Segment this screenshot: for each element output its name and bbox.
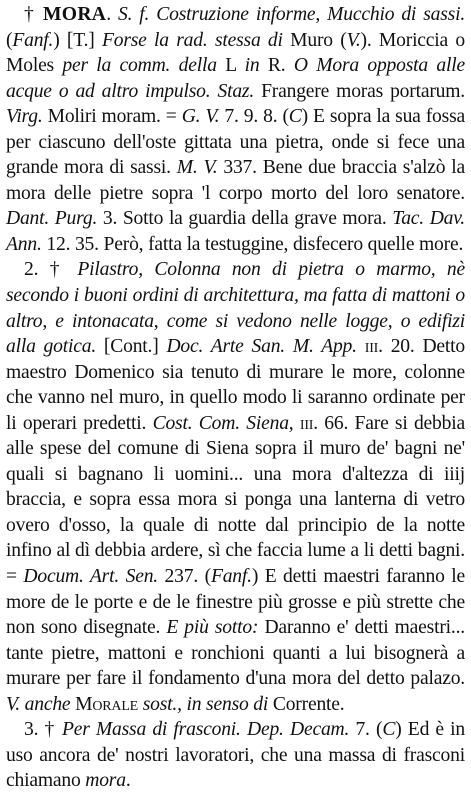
grammar-and-definition: S. f. Costruzione informe: [117, 4, 316, 25]
source-citation: C: [382, 719, 396, 741]
quotation-text: 337. Bene due braccia s'alzò la mora delle pietre sopra 'l corpo morto del loro senatore.: [6, 157, 466, 204]
source-citation: Doc. Arte San. M. App.: [166, 336, 357, 358]
text-run: ) [T.]: [53, 29, 102, 51]
text-run: Muro (: [282, 29, 347, 51]
source-citation: Cost. Com. Siena,: [152, 412, 294, 434]
roman-numeral: iii: [299, 412, 314, 434]
definition-text: Per Massa di frasconi. Dep. Decam.: [61, 719, 350, 741]
quotation-text: Moliri moram. =: [42, 106, 182, 128]
text-run: 237. (: [158, 566, 211, 588]
quotation-text: 3. Sotto la guardia della grave mora.: [97, 208, 393, 230]
text-run: R.: [259, 55, 294, 77]
source-citation: Tac. Dav. Ann.: [6, 208, 465, 255]
quotation-text: ) E sopra la sua fossa per ciascuno dell'oste gittata una pietra, onde si fece una grande mora di sassi.: [6, 106, 466, 179]
text-run: [Cont.]: [96, 336, 167, 358]
text-run: Corrente.: [268, 693, 345, 715]
text-run: 7. 9. 8. (: [219, 106, 289, 128]
dagger-mark: †: [24, 4, 43, 25]
sense-number: 3. †: [24, 719, 62, 741]
source-citation: M. V.: [176, 157, 218, 179]
cross-reference-term: Morale: [75, 693, 139, 715]
entry-paragraph-2: [6, 257, 465, 717]
roman-numeral: iii: [364, 336, 379, 358]
definition-text: O Mora opposta alle acque o ad altro impulso. Staz.: [6, 55, 465, 102]
headword: MORA: [42, 4, 107, 25]
source-citation: Docum. Art. Sen.: [23, 566, 158, 588]
text-run: ,: [315, 4, 328, 25]
definition-text: Pilastro, Colonna non di pietra o marmo, nè secondo i buoni ordini di architettura, ma fatta di mattoni o altro, e intonacata, come si vedono nelle logge, o edifizi alla gotica.: [6, 259, 465, 358]
text-run: (: [6, 29, 13, 51]
quotation-text: Daranno e' detti maestri... tante pietre, mattoni e ronchioni quanti a lui bisognerà a murare per fare il fondamento d'una mora del detto palazo.: [6, 617, 465, 690]
definition-text: Mucchio di sassi.: [327, 4, 466, 25]
cross-reference: V. anche: [6, 693, 71, 715]
sense-number: 2. †: [24, 259, 78, 281]
quotation-text: ) Ed è in uso ancora de' nostri lavoratori, che una massa di frasconi chiamano: [6, 719, 466, 792]
etymology-note: per la comm. della: [62, 55, 217, 77]
text-run: [357, 336, 365, 357]
quotation-text: Frangere moras portarum.: [254, 80, 466, 102]
source-citation: Dant. Purg.: [6, 208, 98, 230]
etymology-note: in: [244, 55, 260, 77]
text-run: .: [125, 770, 131, 792]
quotation-text: . 66. Fare si debbia alle spese del comune di Siena sopra il muro de' bagni ne' quali si bagnano li uomini... una mora d'altezza di iiij braccia, e sopra essa mora si ponga una lanterna di vetro overo d'osso, la quale di notte dal principio de la notte infino al dì debbia ardere, sì che faccia lume a li detti bagni. =: [6, 412, 465, 588]
source-citation: Fanf.: [12, 29, 54, 51]
source-citation: C: [288, 106, 302, 128]
source-citation: E più sotto:: [166, 617, 259, 639]
text-run: .: [106, 4, 118, 25]
entry-paragraph-3: [6, 717, 465, 794]
text-run: L: [216, 55, 245, 77]
cross-reference: sost., in senso di: [142, 693, 269, 715]
quotation-text: 12. 35. Però, fatta la testuggine, disfecero quelle more.: [41, 233, 464, 255]
quotation-text: ) E detti maestri faranno le more de le porte e de le finestre più grosse e più strette che non sono disegnate.: [6, 566, 465, 639]
source-citation: G. V.: [181, 106, 220, 128]
text-run: ). Moriccia o Moles: [6, 29, 466, 77]
text-run: 7. (: [349, 719, 383, 741]
entry-paragraph-1: [6, 2, 465, 257]
emphasized-word: mora: [85, 770, 126, 792]
cross-reference: V.: [346, 29, 361, 51]
quotation-text: . 20. Detto maestro Domenico sia tenuto di murare le more, colonne che vanno nel muro, in quello modo li saranno ordinate per li operari predetti.: [6, 336, 465, 434]
etymology-note: Forse la rad. stessa di: [101, 29, 283, 51]
source-citation: Fanf.: [210, 566, 252, 588]
source-citation: Virg.: [6, 106, 43, 128]
